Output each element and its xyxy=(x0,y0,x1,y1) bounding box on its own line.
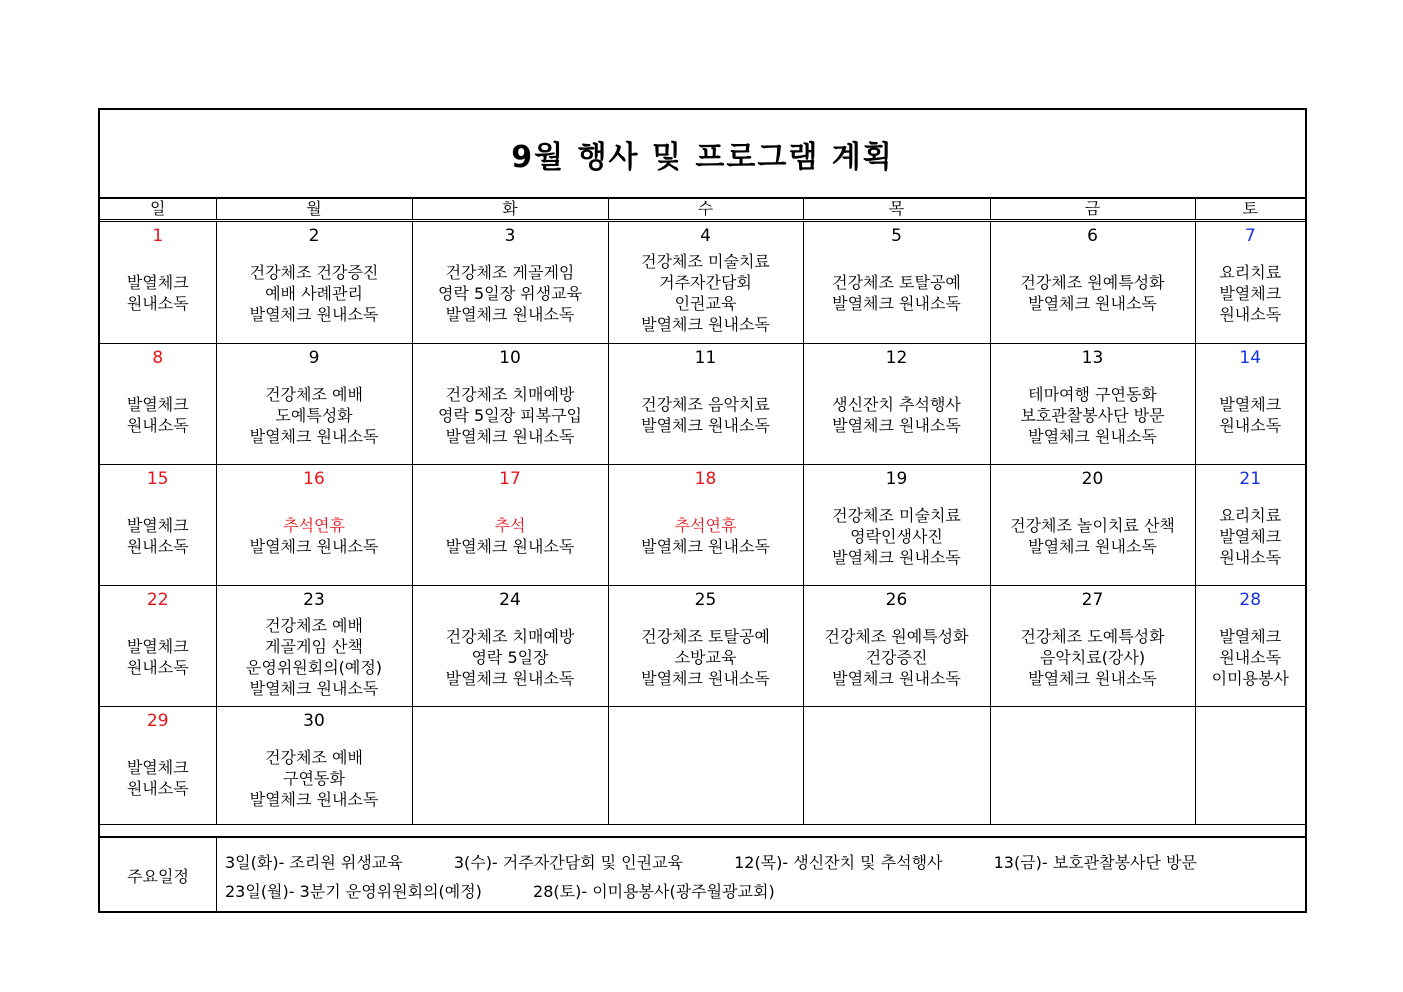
event-line: 발열체크 원내소독 xyxy=(445,537,575,556)
events xyxy=(991,248,1195,338)
event-line: 게골게임 산책 xyxy=(265,637,363,656)
events xyxy=(1196,612,1306,702)
event-line: 발열체크 xyxy=(126,637,189,656)
day-cell xyxy=(1195,221,1305,344)
empty-cell xyxy=(990,707,1195,825)
day-number: 25 xyxy=(694,590,717,610)
events xyxy=(804,491,990,581)
event-line: 발열체크 원내소독 xyxy=(832,547,961,567)
events xyxy=(413,370,608,460)
events xyxy=(804,370,990,460)
holiday-label: 추석연휴 xyxy=(674,516,737,535)
events xyxy=(609,370,803,460)
day-cell xyxy=(1195,344,1305,465)
event-line: 건강증진 xyxy=(865,647,928,667)
event-line: 발열체크 xyxy=(126,273,189,292)
day-cell xyxy=(412,344,608,465)
holiday-label: 추석 xyxy=(494,516,526,535)
event-line: 발열체크 원내소독 xyxy=(1028,426,1157,446)
events xyxy=(413,612,608,702)
week-row xyxy=(100,465,1305,586)
event-line: 건강체조 치매예방 xyxy=(445,384,575,404)
day-cell xyxy=(608,465,803,586)
events xyxy=(217,248,412,338)
event-line: 음악치료(강사) xyxy=(1039,647,1146,667)
day-number: 28 xyxy=(1239,590,1262,610)
event-line: 원내소독 xyxy=(1219,647,1282,667)
day-number: 15 xyxy=(146,469,169,489)
day-number: 1 xyxy=(152,226,164,246)
events xyxy=(609,612,803,702)
event-line: 발열체크 xyxy=(1219,626,1282,646)
day-cell xyxy=(100,465,216,586)
event-line: 건강체조 놀이치료 산책 xyxy=(1010,516,1175,535)
weekday-header-row xyxy=(100,199,1305,221)
events xyxy=(609,248,803,338)
day-number: 2 xyxy=(308,226,320,246)
day-number: 3 xyxy=(504,226,516,246)
events xyxy=(100,612,216,702)
event-line: 발열체크 원내소독 xyxy=(641,416,770,435)
key-schedule-item: 3일(화)- 조리원 위생교육 xyxy=(225,853,403,872)
event-line: 운영위원회의(예정) xyxy=(245,658,383,677)
event-line: 발열체크 원내소독 xyxy=(1028,294,1157,313)
day-number: 30 xyxy=(303,711,325,731)
event-line: 발열체크 원내소독 xyxy=(445,304,575,324)
day-cell xyxy=(608,221,803,344)
event-line: 발열체크 xyxy=(126,516,189,535)
day-cell xyxy=(1195,586,1305,707)
key-schedule-label: 주요일정 xyxy=(100,838,217,913)
day-number: 6 xyxy=(1087,226,1098,246)
day-cell xyxy=(100,707,216,825)
event-line: 발열체크 원내소독 xyxy=(249,426,379,446)
events xyxy=(413,491,608,581)
event-line: 원내소독 xyxy=(1219,304,1282,324)
day-cell xyxy=(100,221,216,344)
event-line: 원내소독 xyxy=(126,537,189,556)
day-cell xyxy=(990,465,1195,586)
day-number: 5 xyxy=(891,226,902,246)
event-line: 보호관찰봉사단 방문 xyxy=(1020,405,1165,425)
event-line: 원내소독 xyxy=(126,658,189,677)
day-number: 4 xyxy=(700,226,711,246)
key-schedule-section xyxy=(100,836,1305,913)
day-cell xyxy=(216,707,412,825)
day-number: 11 xyxy=(694,348,717,368)
day-number: 9 xyxy=(308,348,320,368)
weekday-tue: 화 xyxy=(412,199,608,221)
day-cell xyxy=(990,586,1195,707)
event-line: 발열체크 원내소독 xyxy=(641,537,770,556)
day-cell xyxy=(216,221,412,344)
event-line: 원내소독 xyxy=(126,779,189,798)
event-line: 이미용봉사 xyxy=(1211,668,1289,688)
events xyxy=(217,733,412,823)
day-number: 26 xyxy=(885,590,908,610)
event-line: 건강체조 토탈공예 xyxy=(832,273,961,292)
key-schedule-line xyxy=(225,877,1305,906)
event-line: 발열체크 xyxy=(126,758,189,777)
empty-cell xyxy=(608,707,803,825)
event-line: 영락 5일장 xyxy=(471,647,549,667)
event-line: 건강체조 미술치료 xyxy=(641,252,770,271)
empty-cell xyxy=(1195,707,1305,825)
day-number: 14 xyxy=(1239,348,1262,368)
event-line: 인권교육 xyxy=(674,294,737,313)
events xyxy=(1196,491,1306,581)
event-line: 원내소독 xyxy=(126,294,189,313)
day-cell xyxy=(412,586,608,707)
event-line: 발열체크 원내소독 xyxy=(249,679,379,698)
key-schedule-item: 3(수)- 거주자간담회 및 인권교육 xyxy=(453,853,683,872)
event-line: 원내소독 xyxy=(126,416,189,435)
events xyxy=(413,248,608,338)
event-line: 건강체조 원예특성화 xyxy=(824,626,969,646)
day-cell xyxy=(216,465,412,586)
events xyxy=(100,370,216,460)
events xyxy=(100,733,216,823)
events xyxy=(217,612,412,702)
event-line: 영락 5일장 피복구입 xyxy=(438,405,582,425)
day-cell xyxy=(100,344,216,465)
day-number: 8 xyxy=(152,348,164,368)
holiday-label: 추석연휴 xyxy=(283,516,345,535)
day-number: 13 xyxy=(1081,348,1104,368)
weekday-sun: 일 xyxy=(100,199,216,221)
events xyxy=(804,248,990,338)
week-row xyxy=(100,707,1305,825)
key-schedule-item: 12(목)- 생신잔치 및 추석행사 xyxy=(734,853,943,872)
day-cell xyxy=(990,344,1195,465)
event-line: 건강체조 예배 xyxy=(265,616,363,635)
event-line: 발열체크 xyxy=(1219,283,1282,303)
events xyxy=(991,491,1195,581)
day-cell xyxy=(412,465,608,586)
event-line: 도예특성화 xyxy=(275,405,353,425)
weekday-fri: 금 xyxy=(990,199,1195,221)
day-cell xyxy=(803,344,990,465)
week-row xyxy=(100,221,1305,344)
events xyxy=(100,248,216,338)
event-line: 영락 5일장 위생교육 xyxy=(438,283,582,303)
day-number: 29 xyxy=(146,711,169,731)
event-line: 건강체조 미술치료 xyxy=(832,505,961,525)
day-cell xyxy=(803,465,990,586)
day-cell xyxy=(100,586,216,707)
day-number: 19 xyxy=(885,469,908,489)
day-number: 23 xyxy=(303,590,325,610)
key-schedule-item: 28(토)- 이미용봉사(광주월광교회) xyxy=(533,882,775,901)
event-line: 건강체조 도예특성화 xyxy=(1020,626,1165,646)
day-cell xyxy=(412,221,608,344)
event-line: 건강체조 원예특성화 xyxy=(1020,273,1165,292)
week-row xyxy=(100,344,1305,465)
day-number: 12 xyxy=(885,348,908,368)
event-line: 발열체크 원내소독 xyxy=(1028,668,1157,688)
day-cell xyxy=(1195,465,1305,586)
event-line: 발열체크 원내소독 xyxy=(1028,537,1157,556)
events xyxy=(217,370,412,460)
event-line: 발열체크 원내소독 xyxy=(445,668,575,688)
week-row xyxy=(100,586,1305,707)
event-line: 요리치료 xyxy=(1219,505,1282,525)
events xyxy=(991,612,1195,702)
day-cell xyxy=(608,586,803,707)
weekday-wed: 수 xyxy=(608,199,803,221)
empty-cell xyxy=(803,707,990,825)
event-line: 건강체조 예배 xyxy=(265,747,363,767)
event-line: 건강체조 건강증진 xyxy=(249,262,379,282)
weekday-thu: 목 xyxy=(803,199,990,221)
calendar-table xyxy=(100,198,1305,825)
day-number: 17 xyxy=(499,469,521,489)
event-line: 발열체크 xyxy=(1219,526,1282,546)
events xyxy=(804,612,990,702)
key-schedule-item: 13(금)- 보호관찰봉사단 방문 xyxy=(993,853,1197,872)
event-line: 소방교육 xyxy=(674,647,737,667)
event-line: 예배 사례관리 xyxy=(265,283,363,303)
day-number: 18 xyxy=(694,469,717,489)
event-line: 발열체크 원내소독 xyxy=(641,668,770,688)
events xyxy=(217,491,412,581)
event-line: 테마여행 구연동화 xyxy=(1028,384,1157,404)
events xyxy=(1196,370,1306,460)
event-line: 건강체조 치매예방 xyxy=(445,626,575,646)
day-cell xyxy=(608,344,803,465)
event-line: 발열체크 원내소독 xyxy=(249,537,379,556)
day-cell xyxy=(803,221,990,344)
event-line: 발열체크 원내소독 xyxy=(832,416,961,435)
event-line: 구연동화 xyxy=(283,768,345,788)
event-line: 발열체크 원내소독 xyxy=(249,789,379,809)
day-number: 21 xyxy=(1239,469,1262,489)
event-line: 발열체크 원내소독 xyxy=(641,315,770,334)
event-line: 생신잔치 추석행사 xyxy=(832,395,961,414)
event-line: 발열체크 원내소독 xyxy=(445,426,575,446)
event-line: 건강체조 음악치료 xyxy=(641,395,770,414)
empty-cell xyxy=(412,707,608,825)
event-line: 건강체조 게골게임 xyxy=(445,262,575,282)
events xyxy=(991,370,1195,460)
event-line: 발열체크 원내소독 xyxy=(832,294,961,313)
event-line: 건강체조 토탈공예 xyxy=(641,626,770,646)
schedule-sheet xyxy=(98,108,1307,913)
key-schedule-list xyxy=(217,838,1305,913)
event-line: 거주자간담회 xyxy=(659,273,752,292)
day-number: 7 xyxy=(1244,226,1256,246)
page-title: 9월 행사 및 프로그램 계획 xyxy=(100,110,1305,198)
event-line: 요리치료 xyxy=(1219,262,1282,282)
weekday-sat: 토 xyxy=(1195,199,1305,221)
day-cell xyxy=(216,344,412,465)
events xyxy=(1196,248,1306,338)
event-line: 발열체크 원내소독 xyxy=(832,668,961,688)
event-line: 발열체크 xyxy=(126,395,189,414)
event-line: 원내소독 xyxy=(1219,416,1282,435)
events xyxy=(609,491,803,581)
day-number: 20 xyxy=(1081,469,1104,489)
key-schedule-item: 23일(월)- 3분기 운영위원회의(예정) xyxy=(225,882,482,901)
day-number: 24 xyxy=(499,590,521,610)
key-schedule-line xyxy=(225,848,1305,877)
day-cell xyxy=(216,586,412,707)
day-cell xyxy=(803,586,990,707)
event-line: 건강체조 예배 xyxy=(265,384,363,404)
day-number: 16 xyxy=(303,469,325,489)
event-line: 원내소독 xyxy=(1219,547,1282,567)
day-number: 10 xyxy=(499,348,521,368)
event-line: 발열체크 xyxy=(1219,395,1282,414)
day-number: 27 xyxy=(1081,590,1104,610)
event-line: 영락인생사진 xyxy=(850,526,943,546)
weekday-mon: 월 xyxy=(216,199,412,221)
events xyxy=(100,491,216,581)
day-number: 22 xyxy=(146,590,169,610)
event-line: 발열체크 원내소독 xyxy=(249,304,379,324)
day-cell xyxy=(990,221,1195,344)
